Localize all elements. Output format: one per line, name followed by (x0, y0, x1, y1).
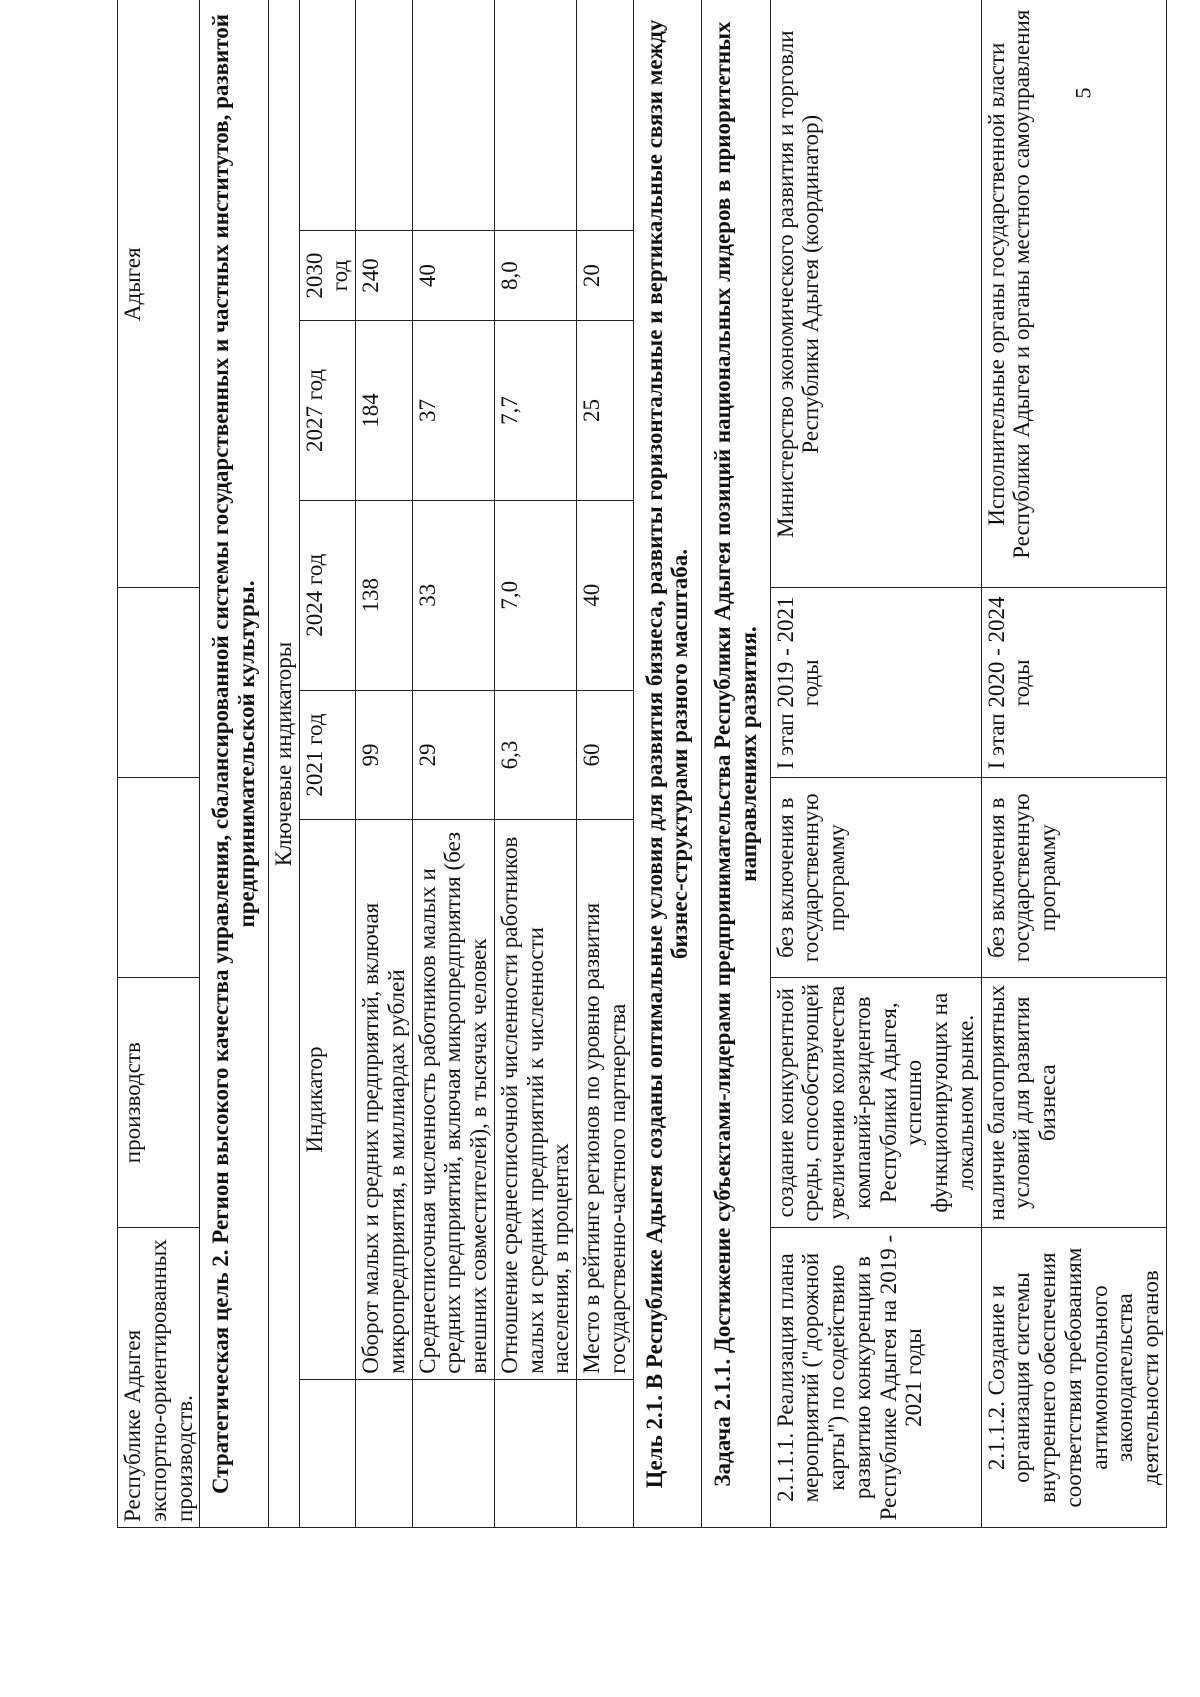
year-header: 2030 год (299, 231, 356, 321)
indicator-value: 8,0 (494, 231, 576, 321)
measure-name: 2.1.1.1. Реализация плана мероприятий ("дорожной карты") по содействию развитию конкуренции в Республике Адыгея на 2019 - 2021 годы (770, 1228, 981, 1528)
table-row (981, 0, 1166, 1528)
table-row (268, 0, 633, 1528)
indicator-value: 7,0 (494, 500, 576, 690)
table-row (118, 0, 200, 1528)
indicator-value: 6,3 (494, 690, 576, 820)
table-row (770, 0, 981, 1528)
table-row (494, 0, 576, 1527)
plan-table (117, 0, 1167, 1528)
table-row (200, 0, 269, 1528)
header-cell-2: производств (118, 978, 200, 1228)
table-row (356, 0, 413, 1527)
measure-financing: без включения в государственную программу (770, 778, 981, 978)
table-row (633, 0, 702, 1528)
indicator-value: 240 (356, 231, 413, 321)
measure-result: создание конкурентной среды, способствующей увеличению количества компаний-резидентов Республики Адыгея, успешно функционирующих на локальном рынке. (770, 978, 981, 1228)
header-cell-1: Республике Адыгея экспортно-ориентированных производств. (118, 1228, 200, 1528)
goal-2-1: Цель 2.1. В Республике Адыгея созданы оптимальные условия для развития бизнеса, развиты горизонтальные и вертикальные связи между бизнес-структурами разного масштаба. (633, 0, 702, 1528)
indicator-value: 40 (412, 231, 494, 321)
strategic-goal: Стратегическая цель 2. Регион высокого качества управления, сбалансированной системы государственных и частных институтов, развитой предпринимательской культуры. (200, 0, 269, 1528)
indicator-value: 37 (412, 321, 494, 501)
table-row (702, 0, 771, 1528)
indicator-value: 33 (412, 500, 494, 690)
indicator-value: 40 (577, 500, 633, 690)
indicator-name: Оборот малых и средних предприятий, включая микропредприятия, в миллиардах рублей (356, 820, 413, 1379)
page-number: 5 (1070, 87, 1096, 99)
year-header: 2027 год (299, 321, 356, 501)
rotated-page-content (117, 0, 1163, 1528)
table-row (577, 0, 633, 1527)
measure-result: наличие благоприятных условий для развития бизнеса (981, 978, 1166, 1228)
indicator-value: 184 (356, 321, 413, 501)
task-2-1-1: Задача 2.1.1. Достижение субъектами-лидерами предпринимательства Республики Адыгея позиций национальных лидеров в приоритетных направлениях развития. (702, 0, 771, 1528)
indicators-table (299, 0, 633, 1527)
table-row (412, 0, 494, 1527)
indicator-value: 7,7 (494, 321, 576, 501)
year-header: 2021 год (299, 690, 356, 820)
indicator-name: Место в рейтинге регионов по уровню развития государственно-частного партнерства (577, 820, 633, 1379)
indicator-header: Индикатор (299, 820, 356, 1379)
header-cell-3: Адыгея (118, 0, 200, 588)
indicator-value: 60 (577, 690, 633, 820)
key-indicators-title: Ключевые индикаторы (270, 641, 296, 867)
indicator-value: 25 (577, 321, 633, 501)
indicator-name: Отношение среднесписочной численности работников малых и средних предприятий к численности населения, в процентах (494, 820, 576, 1379)
measure-executor: Министерство экономического развития и торговли Республики Адыгея (координатор) (770, 0, 981, 588)
indicator-value: 20 (577, 231, 633, 321)
measure-period: I этап 2020 - 2024 годы (981, 588, 1166, 778)
measure-financing: без включения в государственную программу (981, 778, 1166, 978)
year-header: 2024 год (299, 500, 356, 690)
indicator-name: Среднесписочная численность работников малых и средних предприятий, включая микропредприятия (без внешних совместителей), в тысячах человек (412, 820, 494, 1379)
measure-period: I этап 2019 - 2021 годы (770, 588, 981, 778)
measure-name: 2.1.1.2. Создание и организация системы внутреннего обеспечения соответствия требованиям антимонопольного законодательства деятельности органов (981, 1228, 1166, 1528)
indicator-value: 99 (356, 690, 413, 820)
indicator-value: 29 (412, 690, 494, 820)
indicator-value: 138 (356, 500, 413, 690)
measure-executor: Исполнительные органы государственной власти Республики Адыгея и органы местного самоуправления (981, 0, 1166, 588)
